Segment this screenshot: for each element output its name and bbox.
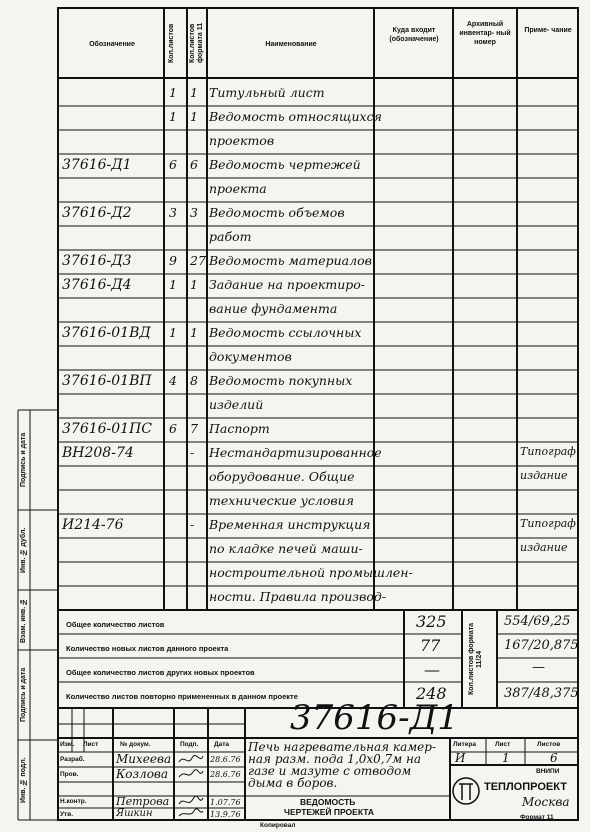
row-designation: 37616-Д4 [62, 277, 132, 293]
stamp-col-list: Лист [83, 741, 99, 748]
row-name: Задание на проектиро- [209, 277, 366, 292]
header-sheets: Кол.листов [168, 23, 175, 63]
stamp-col-sign: Подп. [180, 741, 199, 748]
header-sheets-a11: Кол.листов формата 11 [189, 22, 204, 64]
other-projects-sheets-value: — [424, 660, 440, 679]
row-name: Титульный лист [209, 85, 325, 100]
drawing-designation: 37616-Д1 [290, 698, 459, 738]
row-sheet-count: 3 [169, 205, 177, 220]
reused-sheets-a11: 387/48,375 [504, 686, 579, 701]
reused-sheets-label: Количество листов повторно примененных в данном проекте [66, 692, 298, 701]
row-note: Типограф [520, 445, 576, 458]
row-name: ностроительной промышлен- [209, 565, 413, 580]
stamp-role-developer: Разраб. [60, 756, 85, 763]
stamp-litera-label: Литера [453, 741, 476, 748]
object-title-line-1: Печь нагревательная камер- [248, 740, 437, 754]
document-title-line-2: ЧЕРТЕЖЕЙ ПРОЕКТА [284, 807, 375, 817]
row-sheet-count-a11: 1 [190, 277, 198, 292]
row-name: оборудование. Общие [209, 469, 355, 484]
row-sheet-count-a11: 1 [190, 325, 198, 340]
row-designation: 37616-01ВД [62, 325, 151, 341]
row-sheet-count-a11: 7 [190, 421, 198, 436]
header-archive: Архивный инвентар- ный номер [459, 21, 511, 46]
side-sign-date-1: Подпись и дата [20, 432, 27, 488]
object-title-line-2: ная разм. пода 1,0х0,7м на [248, 752, 422, 766]
row-name: Ведомость материалов [209, 253, 372, 268]
row-name: документов [209, 349, 292, 364]
stamp-sheet-value: 1 [502, 751, 510, 765]
org-city: Москва [522, 795, 570, 809]
row-sheet-count: 6 [169, 157, 177, 172]
header-name: Наименование [265, 41, 317, 48]
row-sheet-count-a11: 6 [190, 157, 198, 172]
stamp-date-checker: 28.6.76 [210, 770, 241, 779]
row-sheet-count: 1 [169, 277, 177, 292]
a11-sheets-side-label: Кол.листов формата 11/24 [468, 622, 483, 696]
object-title-line-3: газе и мазуте с отводом [248, 764, 412, 778]
row-designation: 37616-Д2 [62, 205, 132, 221]
side-inv-podl: Инв. № подл. [20, 757, 27, 803]
row-sheet-count: 1 [169, 109, 177, 124]
row-sheet-count: 6 [169, 421, 177, 436]
row-name: технические условия [209, 493, 354, 508]
format-label: Формат 11 [520, 814, 554, 821]
stamp-name-checker: Козлова [116, 767, 169, 781]
total-sheets-label: Общее количество листов [66, 620, 165, 629]
copied-by-label: Копировал [260, 822, 296, 829]
row-name: Ведомость покупных [209, 373, 353, 388]
row-name: работ [209, 229, 252, 244]
stamp-role-approver: Утв. [60, 811, 74, 818]
stamp-col-izm: Изм. [60, 741, 75, 748]
row-sheet-count: 1 [169, 85, 177, 100]
row-designation: 37616-Д1 [62, 157, 132, 173]
row-sheet-count-a11: 8 [190, 373, 198, 388]
new-sheets-label: Количество новых листов данного проекта [66, 644, 229, 653]
stamp-role-checker: Пров. [60, 771, 79, 778]
row-sheet-count-a11: 3 [190, 205, 198, 220]
row-designation: 37616-Д3 [62, 253, 132, 269]
stamp-date-normcontrol: 1.07.76 [210, 798, 241, 807]
total-sheets-value: 325 [416, 612, 447, 631]
org-name: ТЕПЛОПРОЕКТ [484, 781, 567, 793]
new-sheets-a11: 167/20,875 [504, 638, 579, 653]
reused-sheets-value: 248 [416, 684, 447, 703]
row-sheet-count-a11: 1 [190, 85, 198, 100]
stamp-date-developer: 28.6.76 [210, 755, 241, 764]
stamp-col-doc: № докум. [120, 741, 151, 748]
row-designation: И214-76 [62, 517, 124, 533]
stamp-sheet-label: Лист [495, 741, 511, 748]
row-name: Паспорт [209, 421, 270, 436]
new-sheets-value: 77 [420, 636, 441, 655]
stamp-name-developer: Михеева [116, 752, 172, 766]
row-sheet-count-a11: 27 [190, 253, 206, 268]
teploproekt-logo-icon [453, 778, 479, 804]
row-name: изделий [209, 397, 264, 412]
stamp-sheets-label: Листов [537, 741, 561, 748]
row-name: проекта [209, 181, 267, 196]
header-note: Приме- чание [524, 27, 572, 34]
side-inv-dubl: Инв. № дубл. [20, 527, 27, 573]
row-name: Временная инструкция [209, 517, 371, 532]
row-name: по кладке печей маши- [209, 541, 363, 556]
row-sheet-count-a11: - [190, 445, 195, 460]
stamp-sheets-value: 6 [550, 751, 558, 765]
row-designation: 37616-01ВП [62, 373, 152, 389]
document-title-line-1: ВЕДОМОСТЬ [300, 797, 356, 807]
total-sheets-a11: 554/69,25 [504, 614, 571, 629]
stamp-name-normcontrol: Петрова [116, 795, 170, 808]
object-title-line-4: дыма в боров. [248, 776, 338, 790]
row-designation: 37616-01ПС [62, 421, 153, 437]
row-designation: ВН208-74 [62, 445, 134, 461]
row-note: издание [520, 469, 568, 482]
row-name: Ведомость относящихся [209, 109, 382, 124]
row-note: Типограф [520, 517, 576, 530]
row-sheet-count: 9 [169, 253, 177, 268]
row-name: проектов [209, 133, 275, 148]
stamp-date-approver: 13.9.76 [210, 810, 241, 819]
row-name: Ведомость ссылочных [209, 325, 362, 340]
stamp-signatures [176, 752, 206, 820]
row-name: ности. Правила производ- [209, 589, 387, 604]
row-sheet-count-a11: 1 [190, 109, 198, 124]
row-sheet-count: 4 [169, 373, 177, 388]
row-note: издание [520, 541, 568, 554]
row-sheet-count-a11: - [190, 517, 195, 532]
row-name: Ведомость объемов [209, 205, 345, 220]
row-name: Ведомость чертежей [209, 157, 361, 172]
side-sign-date-2: Подпись и дата [20, 667, 27, 723]
row-name: Нестандартизированное [209, 445, 382, 460]
stamp-name-approver: Яшкин [116, 808, 153, 819]
stamp-role-normcontrol: Н.контр. [60, 798, 87, 805]
header-included-in: Куда входит (обозначение) [389, 27, 439, 43]
stamp-litera-value: И [455, 751, 466, 765]
stamp-col-date: Дата [214, 741, 230, 748]
header-designation: Обозначение [89, 41, 135, 48]
row-name: вание фундамента [209, 301, 338, 316]
other-projects-sheets-a11: — [532, 660, 545, 675]
other-projects-sheets-label: Общее количество листов других новых проектов [66, 668, 255, 677]
side-vzam-inv: Взам. инв. № [20, 597, 27, 643]
row-sheet-count: 1 [169, 325, 177, 340]
org-top: ВНИПИ [536, 768, 560, 775]
